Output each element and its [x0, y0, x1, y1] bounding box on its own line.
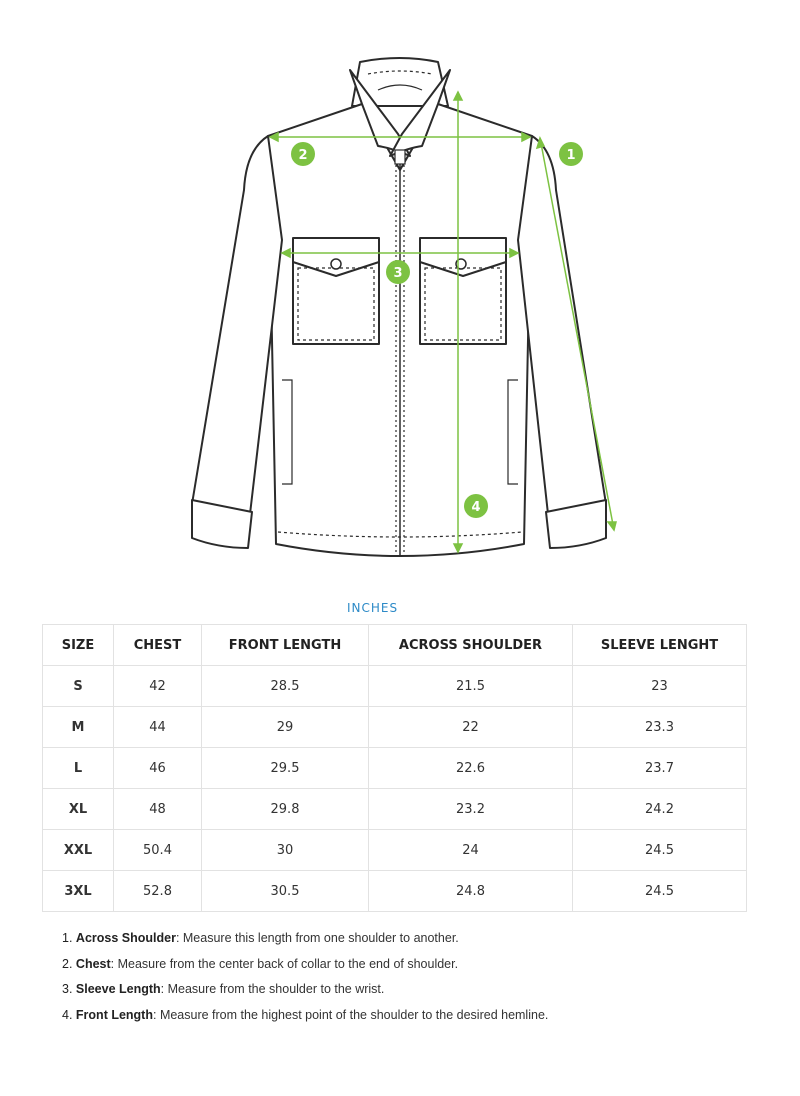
chest-cell: 50.4: [114, 830, 202, 871]
header-chest: CHEST: [114, 625, 202, 666]
sleeve-length-cell: 24.5: [573, 871, 747, 912]
size-chart-table: [42, 624, 747, 912]
sleeve-length-cell: 23.7: [573, 748, 747, 789]
note-text: : Measure from the center back of collar to the end of shoulder.: [110, 956, 459, 971]
svg-text:3: 3: [393, 266, 403, 281]
table-row: [43, 789, 747, 830]
across-shoulder-cell: 21.5: [369, 666, 573, 707]
unit-label: INCHES: [346, 601, 399, 615]
sleeve-length-cell: 24.2: [573, 789, 747, 830]
header-size: SIZE: [43, 625, 114, 666]
note-number: 2.: [62, 956, 73, 971]
note-item: [62, 956, 548, 982]
size-cell: 3XL: [43, 871, 114, 912]
svg-text:2: 2: [298, 148, 308, 163]
marker-4: [464, 494, 488, 518]
across-shoulder-cell: 24: [369, 830, 573, 871]
front-length-cell: 29.8: [202, 789, 369, 830]
svg-text:1: 1: [566, 148, 576, 163]
left-sleeve: [192, 136, 282, 514]
table-header-row: [43, 625, 747, 666]
across-shoulder-cell: 23.2: [369, 789, 573, 830]
size-cell: XL: [43, 789, 114, 830]
across-shoulder-cell: 24.8: [369, 871, 573, 912]
note-text: : Measure from the highest point of the shoulder to the desired hemline.: [153, 1007, 549, 1022]
chest-cell: 52.8: [114, 871, 202, 912]
size-cell: XXL: [43, 830, 114, 871]
table-row: [43, 748, 747, 789]
note-term: Front Length: [75, 1007, 153, 1022]
header-front-length: FRONT LENGTH: [202, 625, 369, 666]
chest-cell: 42: [114, 666, 202, 707]
front-length-cell: 30.5: [202, 871, 369, 912]
size-cell: S: [43, 666, 114, 707]
sleeve-length-cell: 23: [573, 666, 747, 707]
front-length-cell: 28.5: [202, 666, 369, 707]
measurement-notes: [62, 930, 548, 1032]
left-pocket-button: [331, 259, 341, 269]
chest-cell: 48: [114, 789, 202, 830]
header-across-shoulder: ACROSS SHOULDER: [369, 625, 573, 666]
sleeve-length-cell: 23.3: [573, 707, 747, 748]
note-term: Sleeve Length: [75, 982, 161, 996]
note-item: [62, 930, 548, 956]
chest-cell: 46: [114, 748, 202, 789]
front-length-cell: 29: [202, 707, 369, 748]
svg-text:4: 4: [471, 500, 481, 515]
note-term: Chest: [75, 956, 111, 971]
note-number: 1.: [62, 931, 73, 945]
note-item: [62, 1007, 548, 1033]
marker-2: [291, 142, 315, 166]
note-number: 4.: [62, 1007, 73, 1022]
front-length-cell: 30: [202, 830, 369, 871]
size-cell: M: [43, 707, 114, 748]
marker-3: [386, 260, 410, 284]
right-sleeve: [518, 136, 606, 514]
table-row: [43, 707, 747, 748]
jacket-outline: [192, 58, 606, 556]
across-shoulder-cell: 22: [369, 707, 573, 748]
table-row: [43, 666, 747, 707]
table-row: [43, 830, 747, 871]
header-sleeve-length: SLEEVE LENGHT: [573, 625, 747, 666]
size-cell: L: [43, 748, 114, 789]
note-text: : Measure this length from one shoulder to another.: [175, 931, 459, 945]
marker-1: [559, 142, 583, 166]
front-length-cell: 29.5: [202, 748, 369, 789]
note-text: : Measure from the shoulder to the wrist.: [160, 982, 385, 996]
table-row: [43, 871, 747, 912]
note-number: 3.: [62, 982, 73, 996]
chest-cell: 44: [114, 707, 202, 748]
note-term: Across Shoulder: [75, 931, 176, 945]
note-item: [62, 981, 548, 1007]
sleeve-length-cell: 24.5: [573, 830, 747, 871]
across-shoulder-cell: 22.6: [369, 748, 573, 789]
